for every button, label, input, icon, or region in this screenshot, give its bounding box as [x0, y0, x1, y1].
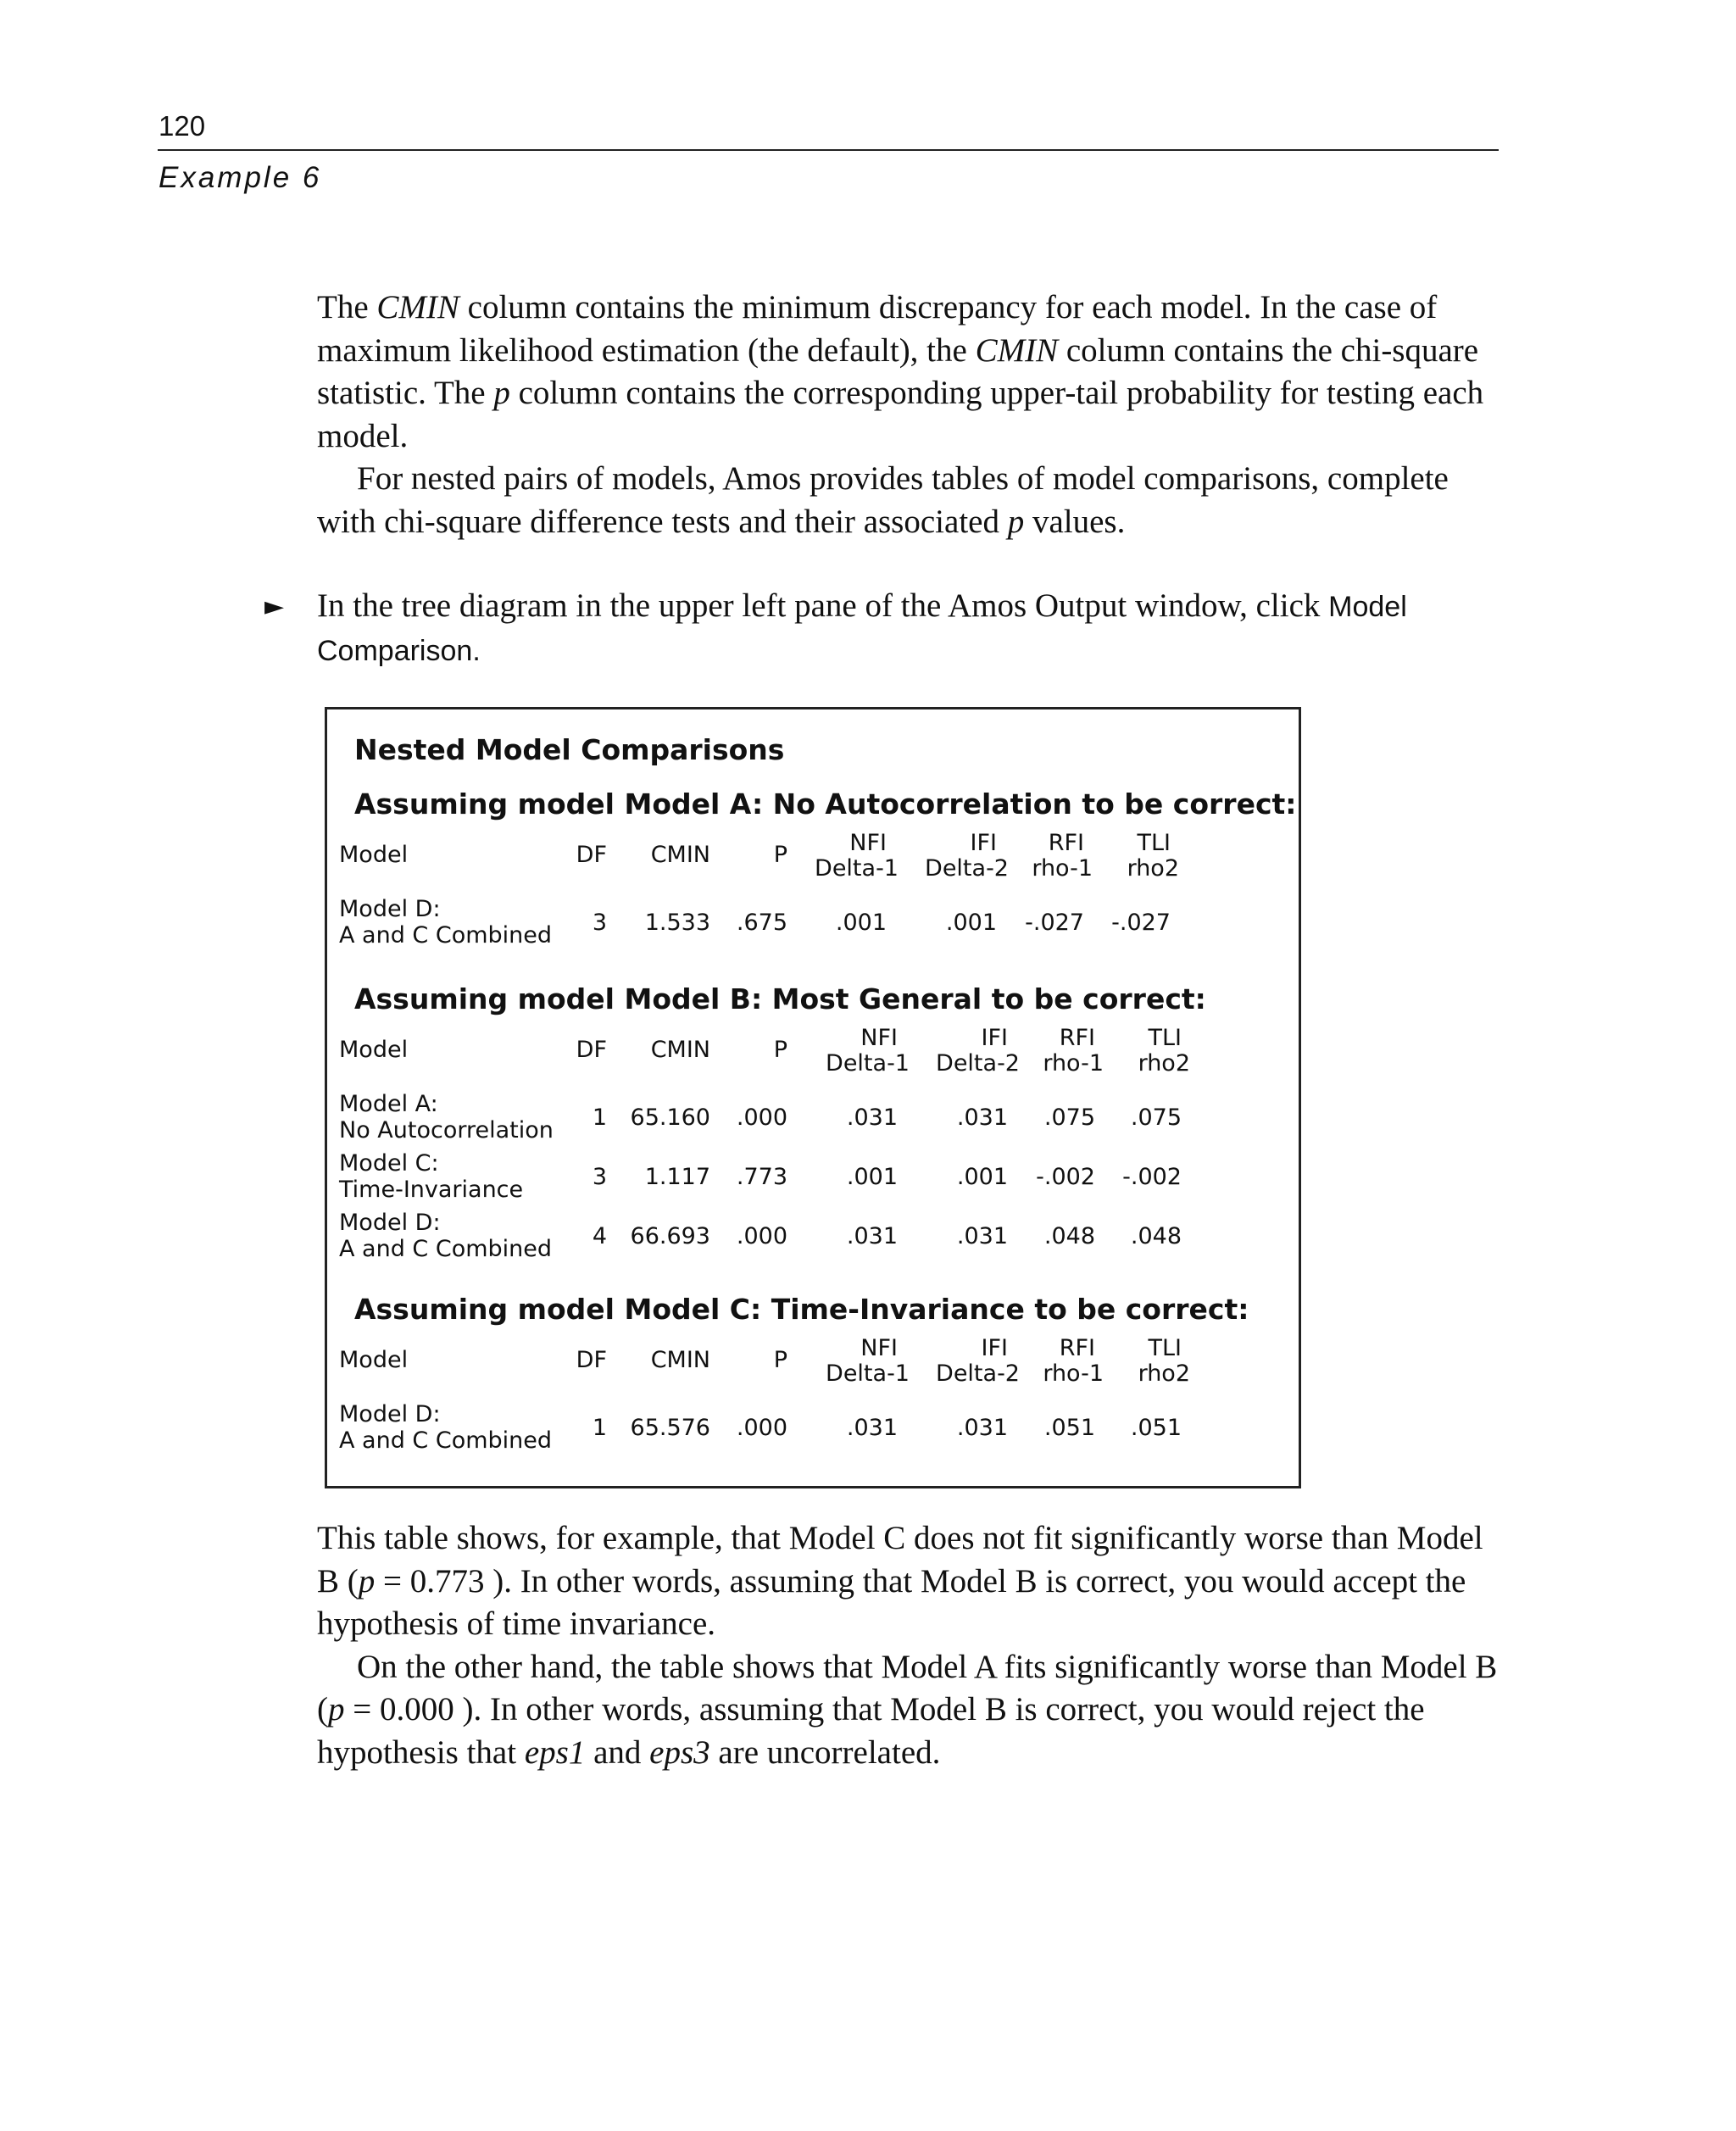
table-cell-tli: -.002 — [1122, 1164, 1182, 1190]
column-header-cmin: CMIN — [650, 1347, 710, 1373]
table-row-model-name: Model D: — [339, 1401, 441, 1427]
table-cell-nfi: .031 — [846, 1104, 898, 1131]
conclusion-text — [317, 1517, 1504, 1774]
column-header-rfi-sub: rho-1 — [1043, 1050, 1104, 1077]
table-row-model-desc: A and C Combined — [339, 922, 553, 949]
table-row-model-desc: A and C Combined — [339, 1236, 553, 1262]
table-cell-cmin: 1.533 — [644, 910, 710, 936]
table-cell-p: .000 — [736, 1104, 787, 1131]
step-instruction: In the tree diagram in the upper left pane of the Amos Output window, click Model Comparison. — [317, 587, 1407, 667]
table-cell-df: 1 — [592, 1415, 607, 1441]
column-header-nfi-sub: Delta-1 — [826, 1050, 910, 1077]
column-header-ifi: IFI — [981, 1335, 1008, 1361]
column-header-rfi-sub: rho-1 — [1032, 855, 1093, 882]
table-cell-rfi: -.002 — [1036, 1164, 1095, 1190]
header-rule — [158, 149, 1499, 151]
column-header-model: Model — [339, 1347, 409, 1373]
column-header-p: P — [773, 1347, 787, 1373]
table-cell-ifi: .031 — [956, 1104, 1008, 1131]
step-arrow-icon: ► — [264, 592, 285, 621]
column-header-tli-sub: rho2 — [1127, 855, 1179, 882]
column-header-ifi-sub: Delta-2 — [936, 1360, 1020, 1387]
table-cell-p: .773 — [736, 1164, 787, 1190]
column-header-ifi-sub: Delta-2 — [925, 855, 1009, 882]
column-header-p: P — [773, 842, 787, 868]
chapter-title: Example 6 — [159, 161, 322, 194]
table-cell-rfi: .075 — [1043, 1104, 1095, 1131]
table-cell-nfi: .001 — [846, 1164, 898, 1190]
panel-title: Nested Model Comparisons — [354, 733, 785, 766]
column-header-tli-sub: rho2 — [1138, 1050, 1190, 1077]
column-header-nfi-sub: Delta-1 — [815, 855, 899, 882]
table-cell-cmin: 1.117 — [644, 1164, 710, 1190]
column-header-rfi: RFI — [1059, 1025, 1095, 1051]
table-cell-tli: -.027 — [1111, 910, 1171, 936]
column-header-rfi: RFI — [1048, 830, 1084, 856]
intro-paragraph-2: For nested pairs of models, Amos provides tables of model comparisons, complete with chi-square difference tests and their associated p values. — [317, 460, 1449, 540]
table-row-model-desc: Time-Invariance — [339, 1177, 524, 1203]
column-header-cmin: CMIN — [650, 1037, 710, 1063]
section-heading: Assuming model Model C: Time-Invariance to be correct: — [354, 1293, 1249, 1326]
table-cell-tli: .048 — [1130, 1223, 1182, 1249]
column-header-rfi: RFI — [1059, 1335, 1095, 1361]
table-cell-cmin: 65.160 — [630, 1104, 710, 1131]
column-header-p: P — [773, 1037, 787, 1063]
column-header-df: DF — [576, 842, 607, 868]
column-header-model: Model — [339, 842, 409, 868]
column-header-tli: TLI — [1148, 1335, 1182, 1361]
table-row-model-name: Model D: — [339, 1210, 441, 1236]
table-row-model-name: Model A: — [339, 1091, 438, 1117]
table-cell-tli: .075 — [1130, 1104, 1182, 1131]
column-header-tli: TLI — [1148, 1025, 1182, 1051]
column-header-ifi: IFI — [981, 1025, 1008, 1051]
table-cell-rfi: -.027 — [1025, 910, 1084, 936]
table-cell-rfi: .048 — [1043, 1223, 1095, 1249]
table-row-model-desc: A and C Combined — [339, 1427, 553, 1454]
table-row-model-desc: No Autocorrelation — [339, 1117, 554, 1143]
table-cell-ifi: .001 — [956, 1164, 1008, 1190]
section-heading: Assuming model Model A: No Autocorrelation to be correct: — [354, 787, 1297, 821]
intro-paragraph-1: The CMIN column contains the minimum discrepancy for each model. In the case of maximum likelihood estimation (the default), the CMIN column contains the chi-square statistic. The p column contains the corresponding upper-tail probability for testing each model. — [317, 289, 1484, 454]
column-header-ifi-sub: Delta-2 — [936, 1050, 1020, 1077]
table-cell-ifi: .031 — [956, 1415, 1008, 1441]
table-cell-p: .000 — [736, 1415, 787, 1441]
column-header-df: DF — [576, 1347, 607, 1373]
table-row-model-name: Model C: — [339, 1150, 439, 1177]
table-cell-cmin: 65.576 — [630, 1415, 710, 1441]
column-header-tli: TLI — [1137, 830, 1171, 856]
table-cell-rfi: .051 — [1043, 1415, 1095, 1441]
table-cell-p: .000 — [736, 1223, 787, 1249]
conclusion-paragraph-1: This table shows, for example, that Model C does not fit significantly worse than Model B (p = 0.773 ). In other words, assuming that Model B is correct, you would accept the hypothesis of time invariance. — [317, 1520, 1483, 1642]
table-cell-df: 3 — [592, 1164, 607, 1190]
column-header-nfi: NFI — [849, 830, 887, 856]
page-number: 120 — [159, 110, 206, 142]
table-cell-tli: .051 — [1130, 1415, 1182, 1441]
table-cell-df: 3 — [592, 910, 607, 936]
column-header-nfi-sub: Delta-1 — [826, 1360, 910, 1387]
column-header-df: DF — [576, 1037, 607, 1063]
column-header-nfi: NFI — [860, 1335, 898, 1361]
nested-model-comparisons-panel — [325, 707, 1301, 1488]
conclusion-paragraph-2: On the other hand, the table shows that Model A fits significantly worse than Model B (p = 0.000 ). In other words, assuming that Model B is correct, you would reject the hypothesis that eps1 and eps3 are uncorrelated. — [317, 1648, 1498, 1771]
model-comparison-link: Model Comparison — [317, 591, 1407, 667]
column-header-rfi-sub: rho-1 — [1043, 1360, 1104, 1387]
column-header-ifi: IFI — [970, 830, 997, 856]
table-cell-df: 1 — [592, 1104, 607, 1131]
table-cell-nfi: .031 — [846, 1223, 898, 1249]
intro-text — [317, 287, 1504, 543]
table-cell-ifi: .001 — [945, 910, 997, 936]
column-header-tli-sub: rho2 — [1138, 1360, 1190, 1387]
table-cell-df: 4 — [592, 1223, 607, 1249]
table-cell-nfi: .031 — [846, 1415, 898, 1441]
column-header-model: Model — [339, 1037, 409, 1063]
table-cell-cmin: 66.693 — [630, 1223, 710, 1249]
column-header-nfi: NFI — [860, 1025, 898, 1051]
column-header-cmin: CMIN — [650, 842, 710, 868]
table-cell-nfi: .001 — [835, 910, 887, 936]
table-row-model-name: Model D: — [339, 896, 441, 922]
section-heading: Assuming model Model B: Most General to be correct: — [354, 982, 1206, 1015]
table-cell-ifi: .031 — [956, 1223, 1008, 1249]
table-cell-p: .675 — [736, 910, 787, 936]
